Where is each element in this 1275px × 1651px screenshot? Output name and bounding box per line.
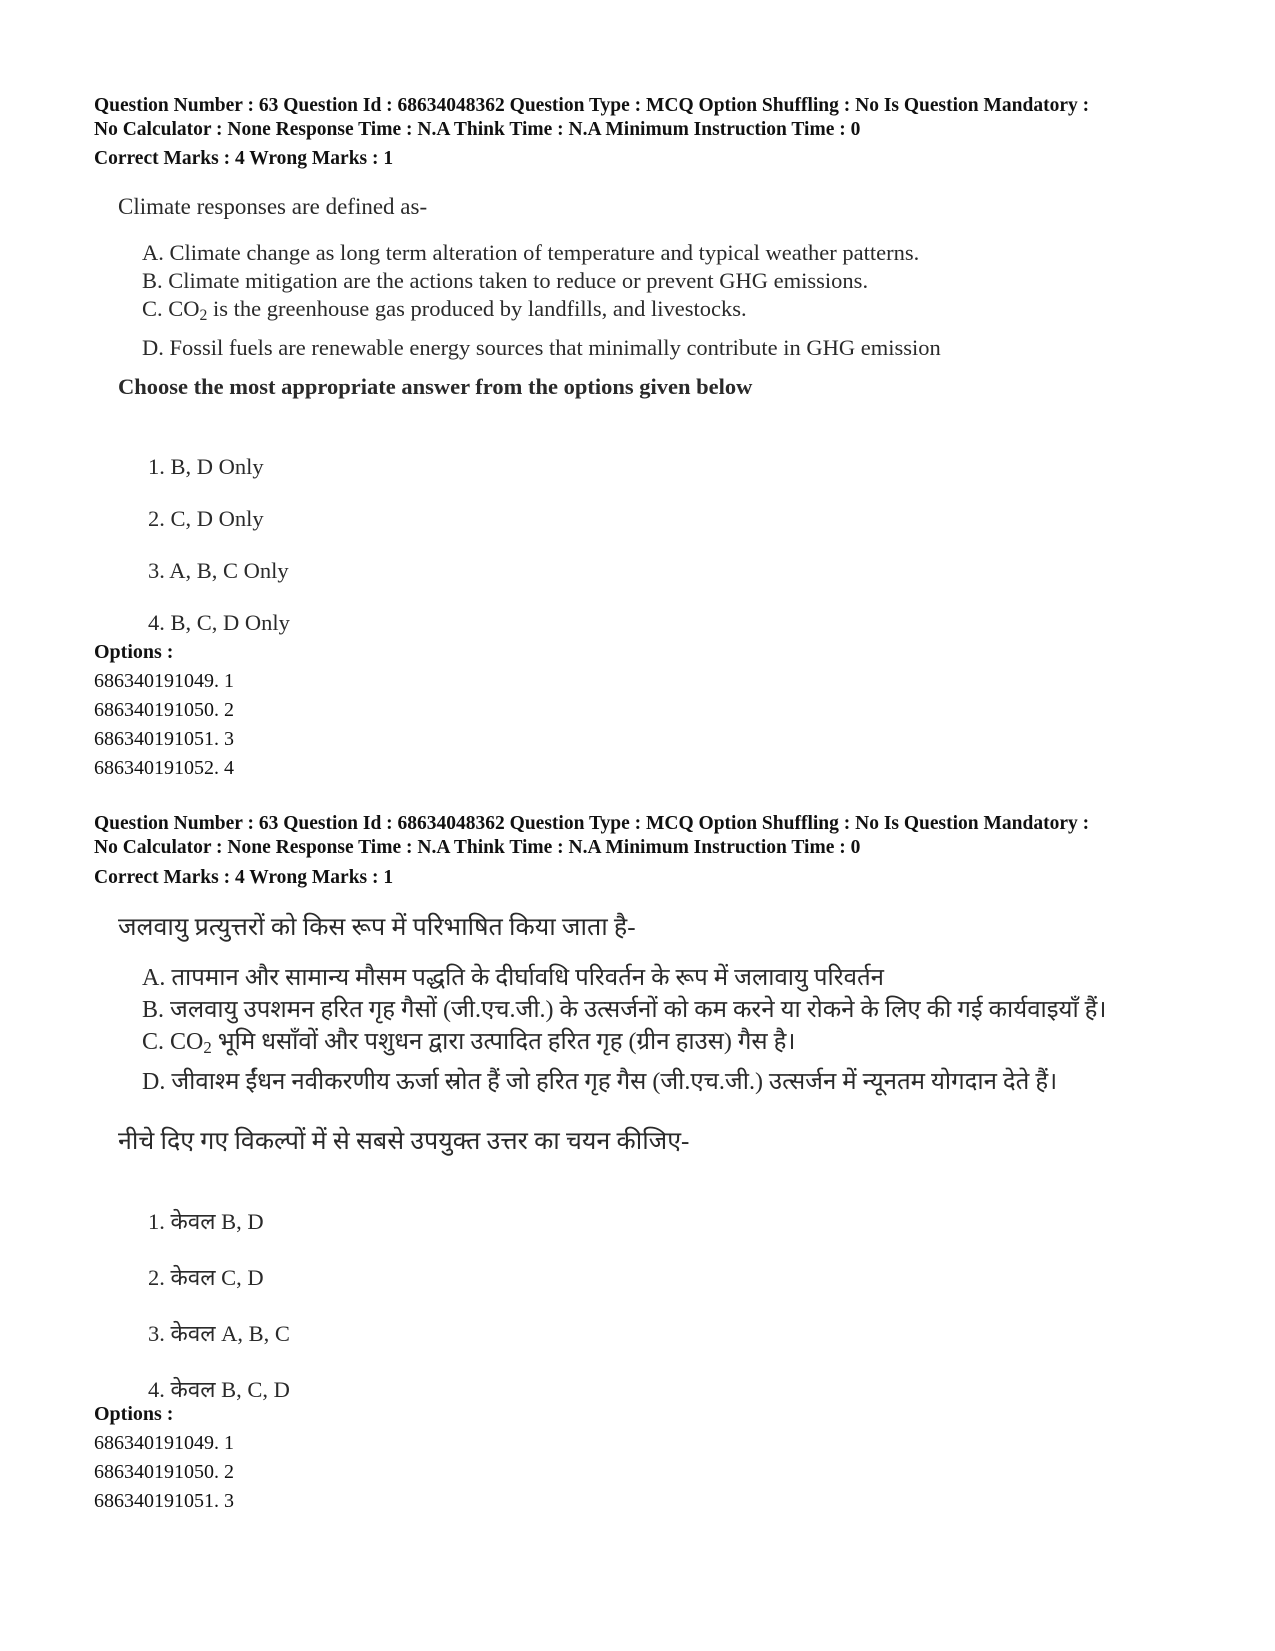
answer-choice-1: 1. B, D Only bbox=[148, 454, 264, 479]
answer-choice-1: 1. केवल B, D bbox=[148, 1209, 264, 1234]
question-meta bbox=[94, 94, 1214, 142]
answer-choice-3: 3. A, B, C Only bbox=[148, 558, 289, 583]
option-id-list bbox=[94, 1429, 234, 1516]
statement-list bbox=[142, 962, 1107, 1098]
option-id-1: 686340191049. 1 bbox=[94, 1432, 234, 1454]
choose-instruction: Choose the most appropriate answer from the options given below bbox=[118, 374, 753, 399]
statement-c: C. $CO_2$ भूमि धसाँवों और पशुधन द्वारा उत्पादित हरित गृह (ग्रीन हाउस) गैस है। bbox=[142, 1029, 796, 1057]
question-marks: Correct Marks : 4 Wrong Marks : 1 bbox=[94, 867, 394, 888]
option-id-2: 686340191050. 2 bbox=[94, 699, 234, 721]
option-id-3: 686340191051. 3 bbox=[94, 728, 234, 750]
statement-d: D. Fossil fuels are renewable energy sources that minimally contribute in GHG emission bbox=[142, 335, 941, 360]
option-id-list bbox=[94, 667, 234, 783]
question-meta-line1: Question Number : 63 Question Id : 68634048362 Question Type : MCQ Option Shuffling : No Is Question Mandatory : bbox=[94, 95, 1090, 116]
question-stem: जलवायु प्रत्युत्तरों को किस रूप में परिभाषित किया जाता है- bbox=[118, 914, 636, 941]
question-meta-line2: No Calculator : None Response Time : N.A Think Time : N.A Minimum Instruction Time : 0 bbox=[94, 837, 861, 858]
answer-choice-4: 4. केवल B, C, D bbox=[148, 1377, 290, 1402]
options-label: Options : bbox=[94, 1403, 174, 1425]
option-id-3: 686340191051. 3 bbox=[94, 1490, 234, 1512]
statement-b: B. जलवायु उपशमन हरित गृह गैसों (जी.एच.जी.) के उत्सर्जनों को कम करने या रोकने के लिए की गई कार्यवाइयाँ हैं। bbox=[142, 997, 1107, 1023]
answer-choice-2: 2. केवल C, D bbox=[148, 1265, 264, 1290]
question-content bbox=[118, 914, 1198, 1402]
statement-c: C. $CO_2$ is the greenhouse gas produced by landfills, and livestocks. bbox=[142, 296, 747, 324]
statement-a: A. Climate change as long term alteration of temperature and typical weather patterns. bbox=[142, 240, 920, 265]
question-marks: Correct Marks : 4 Wrong Marks : 1 bbox=[94, 148, 394, 169]
question-meta bbox=[94, 812, 1214, 860]
option-id-1: 686340191049. 1 bbox=[94, 670, 234, 692]
options-label: Options : bbox=[94, 641, 174, 663]
choose-instruction: नीचे दिए गए विकल्पों में से सबसे उपयुक्त उत्तर का चयन कीजिए- bbox=[118, 1128, 690, 1155]
statement-d: D. जीवाश्म ईंधन नवीकरणीय ऊर्जा स्रोत हैं जो हरित गृह गैस (जी.एच.जी.) उत्सर्जन में न्यूनतम योगदान देते हैं। bbox=[142, 1069, 1058, 1095]
answer-choice-2: 2. C, D Only bbox=[148, 506, 264, 531]
question-meta-line2: No Calculator : None Response Time : N.A Think Time : N.A Minimum Instruction Time : 0 bbox=[94, 119, 861, 140]
statement-list bbox=[142, 239, 941, 362]
option-id-4: 686340191052. 4 bbox=[94, 757, 234, 779]
question-content bbox=[118, 193, 1198, 635]
answer-choice-4: 4. B, C, D Only bbox=[148, 610, 290, 635]
question-meta-line1: Question Number : 63 Question Id : 68634048362 Question Type : MCQ Option Shuffling : No Is Question Mandatory : bbox=[94, 813, 1090, 834]
option-id-2: 686340191050. 2 bbox=[94, 1461, 234, 1483]
question-stem: Climate responses are defined as- bbox=[118, 194, 428, 219]
statement-b: B. Climate mitigation are the actions taken to reduce or prevent GHG emissions. bbox=[142, 268, 869, 293]
answer-choice-3: 3. केवल A, B, C bbox=[148, 1321, 290, 1346]
statement-a: A. तापमान और सामान्य मौसम पद्धति के दीर्घावधि परिवर्तन के रूप में जलावायु परिवर्तन bbox=[142, 965, 884, 991]
